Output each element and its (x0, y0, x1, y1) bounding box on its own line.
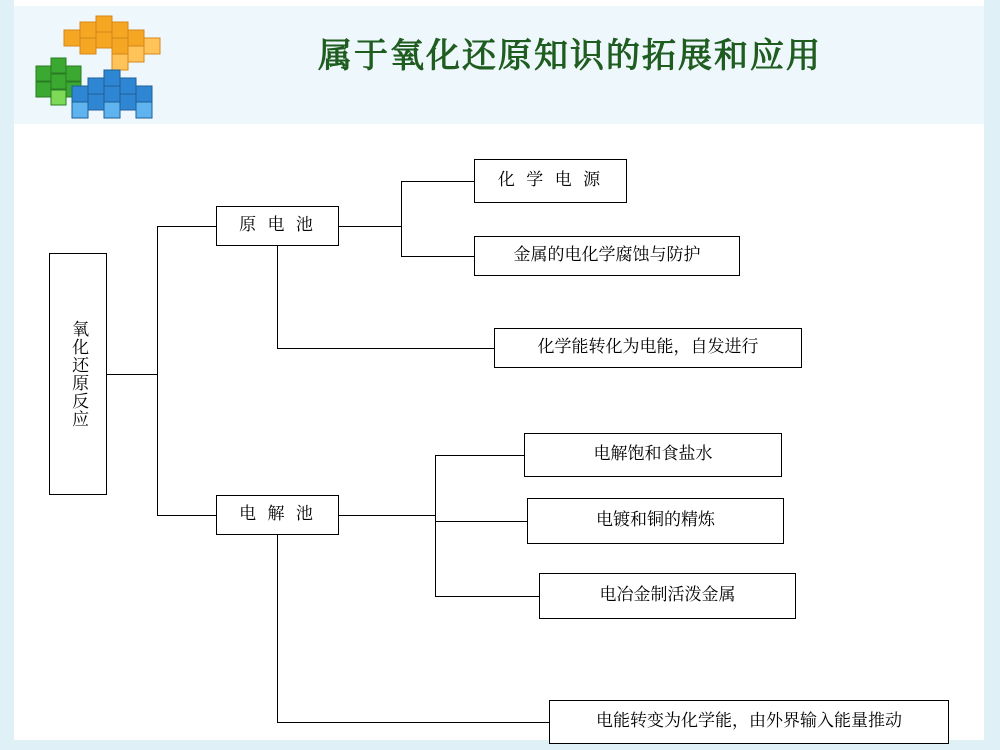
connector-electrolytic-cell-stub (339, 515, 435, 516)
connector-to-corrosion (401, 256, 474, 257)
node-root-redox-reaction[interactable]: 氧化还原反应 (49, 253, 107, 495)
connector-to-plating (435, 521, 527, 522)
connector-to-brine (435, 455, 524, 456)
connector-primary-cell-note-drop (277, 246, 278, 348)
node-electrolysis-brine[interactable]: 电解饱和食盐水 (524, 433, 782, 477)
connector-primary-cell-spine (401, 181, 402, 256)
node-chemical-to-electrical-note[interactable]: 化学能转化为电能，自发进行 (494, 328, 802, 368)
connector-to-chem-to-elec (277, 348, 494, 349)
connector-to-primary-cell (157, 226, 216, 227)
node-chemical-power-source[interactable]: 化 学 电 源 (474, 159, 627, 203)
connector-main-spine (157, 226, 158, 515)
connector-to-elec-to-chem (277, 722, 549, 723)
node-electroplating-copper-refining[interactable]: 电镀和铜的精炼 (527, 498, 784, 544)
connector-electrolytic-cell-spine (435, 455, 436, 596)
node-electrical-to-chemical-note[interactable]: 电能转变为化学能，由外界输入能量推动 (549, 700, 949, 744)
connector-to-electrolytic-cell (157, 515, 216, 516)
connector-to-chem-power (401, 181, 474, 182)
connector-electrolytic-cell-note-drop (277, 535, 278, 722)
node-electrolytic-cell[interactable]: 电 解 池 (216, 495, 339, 535)
connector-to-metallurgy (435, 596, 539, 597)
node-primary-cell[interactable]: 原 电 池 (216, 206, 339, 246)
connector-root-stub (107, 374, 157, 375)
node-electrometallurgy-active-metals[interactable]: 电冶金制活泼金属 (539, 573, 796, 619)
node-metal-corrosion-protection[interactable]: 金属的电化学腐蚀与防护 (474, 236, 740, 276)
connector-primary-cell-stub (339, 226, 401, 227)
page-title: 属于氧化还原知识的拓展和应用 (318, 36, 822, 76)
